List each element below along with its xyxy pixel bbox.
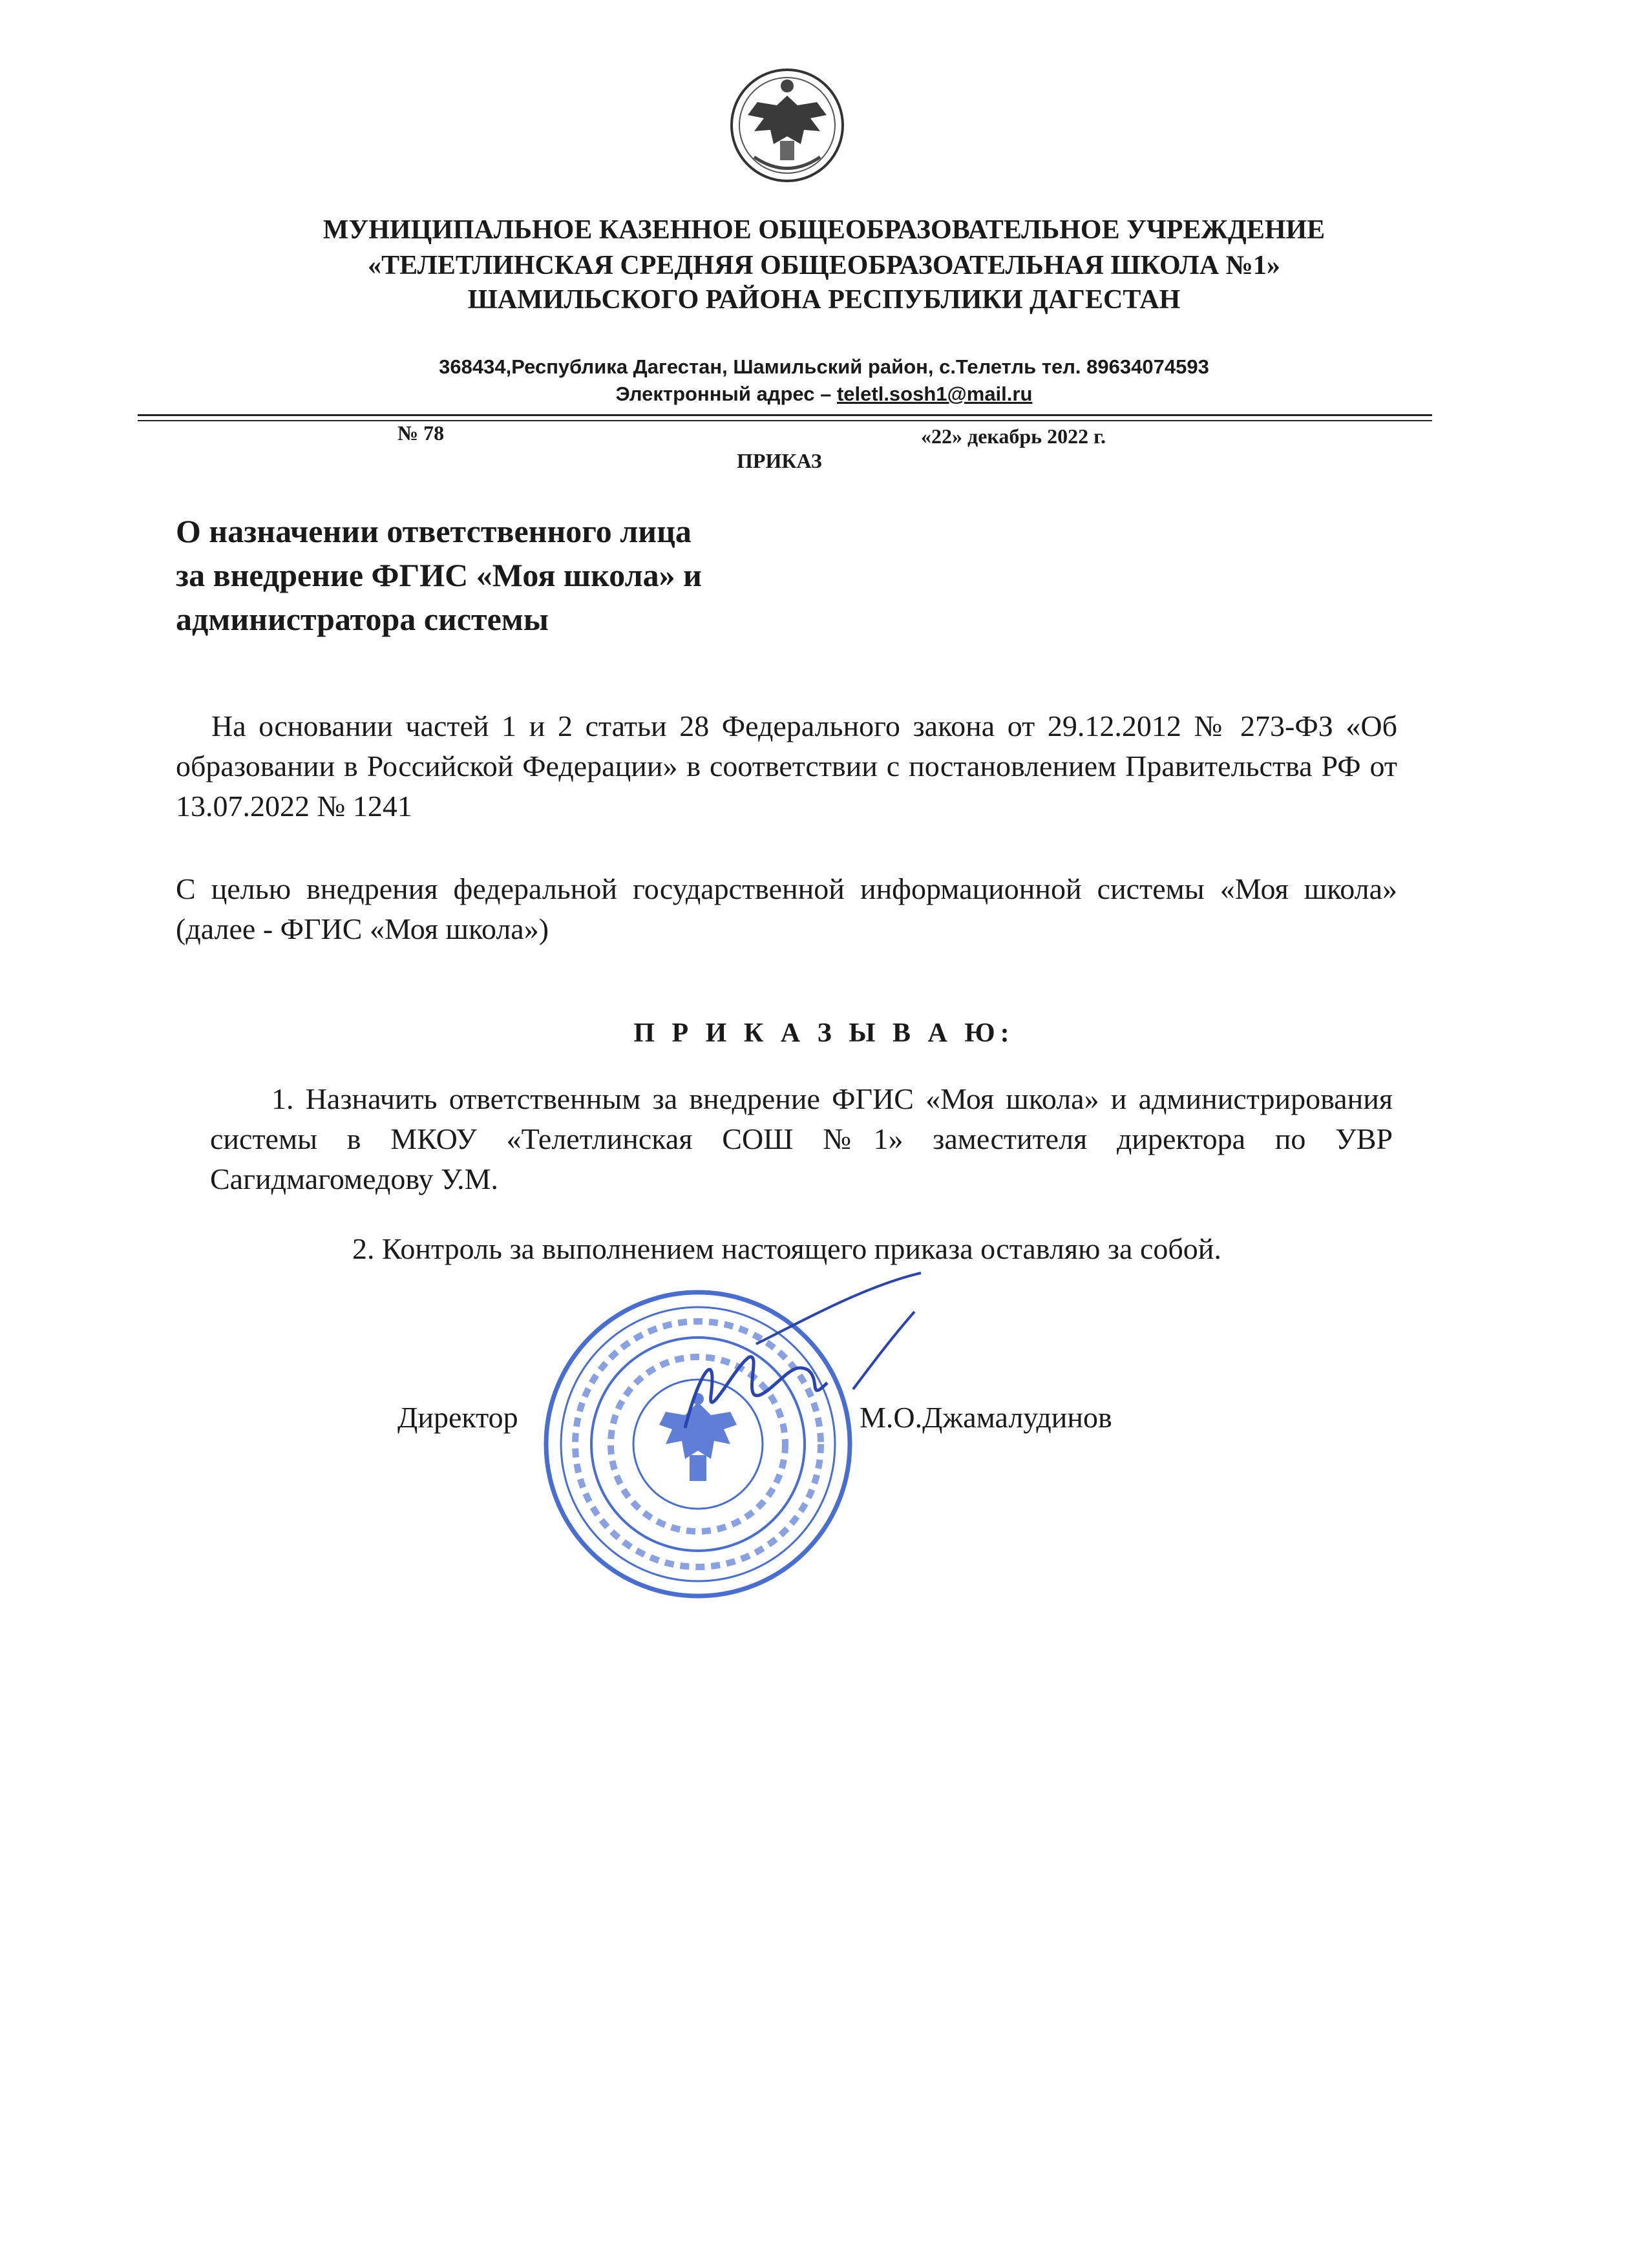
header-divider-thin <box>138 420 1432 421</box>
email-link[interactable]: teletl.sosh1@mail.ru <box>836 383 1033 405</box>
order-item-2: 2. Контроль за выполнением настоящего приказа оставляю за собой. <box>352 1232 1221 1265</box>
header-divider <box>138 414 1432 416</box>
dagestan-coat-of-arms-icon <box>728 67 846 184</box>
document-type: ПРИКАЗ <box>737 449 822 472</box>
signatory-title: Директор <box>397 1401 518 1434</box>
basis-paragraph: На основании частей 1 и 2 статьи 28 Федерального закона от 29.12.2012 № 273-ФЗ «Об образовании в Российской Федерации» в соответствии с постановлением Правительства РФ от 13.07.2022 № 1241 <box>176 709 1397 823</box>
email-line <box>0 381 1648 407</box>
org-name-line-1: МУНИЦИПАЛЬНОЕ КАЗЕННОЕ ОБЩЕОБРАЗОВАТЕЛЬНОЕ УЧРЕЖДЕНИЕ <box>322 215 1326 245</box>
order-number: № 78 <box>397 421 445 445</box>
order-command: П Р И К А З Ы В А Ю: <box>633 1018 1015 1048</box>
email-label: Электронный адрес – <box>615 383 837 405</box>
org-name-line-3: ШАМИЛЬСКОГО РАЙОНА РЕСПУБЛИКИ ДАГЕСТАН <box>467 285 1181 315</box>
order-date: «22» декабрь 2022 г. <box>921 425 1106 448</box>
order-item-1: 1. Назначить ответственным за внедрение ФГИС «Моя школа» и администрирования системы в МКОУ «Телетлинская СОШ №1» заместителя директора по УВР Сагидмагомедову У.М. <box>210 1082 1393 1195</box>
purpose-paragraph: С целью внедрения федеральной государственной информационной системы «Моя школа» (далее - ФГИС «Моя школа») <box>176 872 1397 945</box>
order-subject <box>176 509 702 641</box>
signatory-name: М.О.Джамалудинов <box>860 1401 1112 1434</box>
address: 368434,Республика Дагестан, Шамильский район, с.Телетль тел. 89634074593 <box>439 355 1209 378</box>
org-name-line-2: «ТЕЛЕТЛИНСКАЯ СРЕДНЯЯ ОБЩЕОБРАЗОАТЕЛЬНАЯ ШКОЛА №1» <box>368 251 1280 280</box>
subject-line-3: администратора системы <box>176 601 549 637</box>
subject-line-1: О назначении ответственного лица <box>176 513 692 549</box>
subject-line-2: за внедрение ФГИС «Моя школа» и <box>176 557 702 593</box>
